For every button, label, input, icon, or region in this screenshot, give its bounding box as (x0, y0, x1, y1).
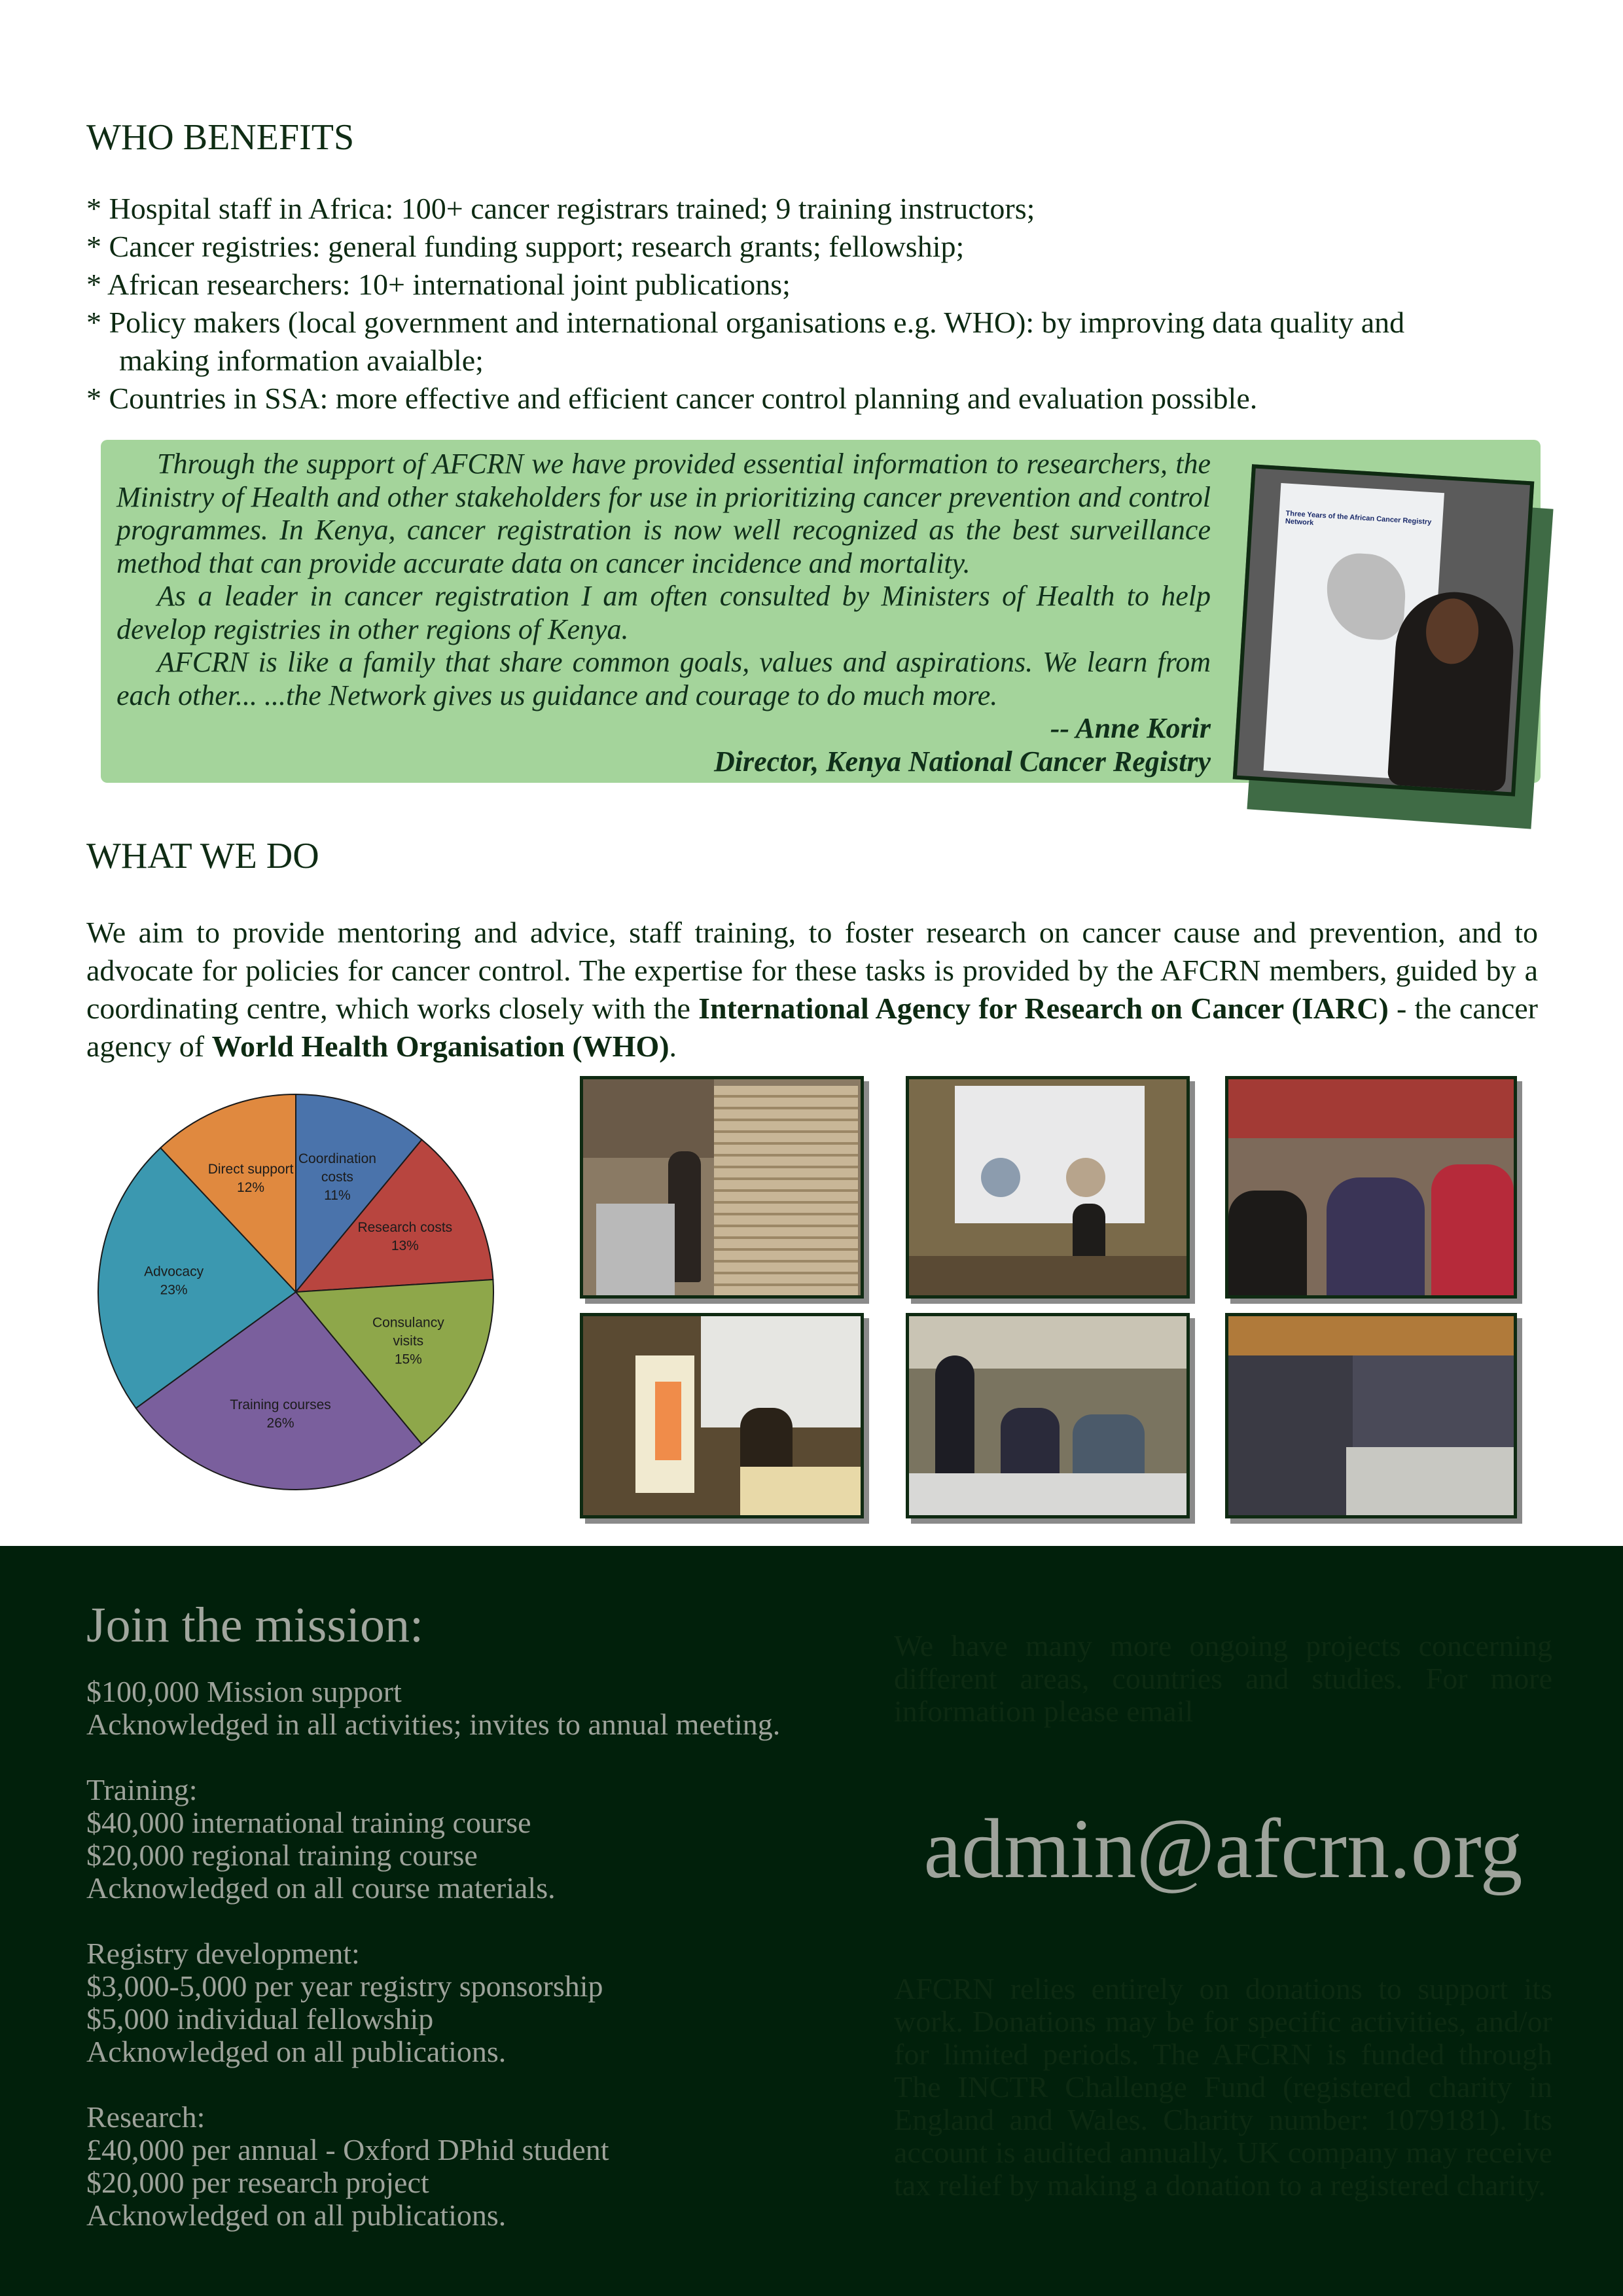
text-part: . (669, 1030, 677, 1063)
pie-label-direct-support: Direct support 12% (207, 1161, 294, 1195)
option-line: Research: (86, 2100, 205, 2134)
option-group (86, 1676, 885, 1741)
sponsorship-options (86, 1676, 885, 2265)
option-group (86, 1937, 885, 2068)
photo-conference-room (1225, 1313, 1517, 1518)
quote-author-role: Director, Kenya National Cancer Registry (714, 745, 1211, 778)
contact-email-link[interactable]: admin@afcrn.org (923, 1802, 1523, 1896)
donation-text: AFCRN relies entirely on donations to support its work. Donations may be for specific activities, and/or for limited periods. The AFCRN is funded through The INCTR Challenge Fund (registered charity in England and Wales. Charity number: 1079181). Its account is audited annually. UK company may receive tax relief by making a donation to a registered charity. (894, 1972, 1552, 2202)
option-line: $20,000 regional training course (86, 1839, 478, 1872)
benefit-item: * African researchers: 10+ international joint publications; (86, 268, 791, 301)
text-part: We aim to provide mentoring and advice, staff training, to foster research on cancer cause and prevention, and to advocate for policies for cancer control. The expertise for these tasks is provided by the AFCRN members, guided by a coordinating centre, which works closely with the (86, 916, 1538, 1025)
option-line: Acknowledged in all activities; invites to annual meeting. (86, 1708, 781, 1741)
what-we-do-heading: WHAT WE DO (86, 836, 319, 876)
option-line: $40,000 international training course (86, 1806, 531, 1839)
benefit-item: * Countries in SSA: more effective and efficient cancer control planning and evaluation possible. (86, 382, 1258, 415)
photo-presentation (906, 1076, 1190, 1299)
photo-group-training (1225, 1076, 1517, 1299)
pie-label-research-costs: Research costs 13% (357, 1219, 453, 1253)
benefit-item: * Hospital staff in Africa: 100+ cancer registrars trained; 9 training instructors; (86, 192, 1035, 225)
pie-label-coordination-costs: Coordination costs 11% (298, 1151, 376, 1203)
photo-archive-room (580, 1076, 864, 1299)
option-line: Registry development: (86, 1937, 360, 1970)
testimonial-photo (1233, 464, 1535, 796)
option-group (86, 1774, 885, 1905)
poster-title: Three Years of the African Cancer Registry Network (1285, 509, 1432, 528)
quote-paragraph: AFCRN is like a family that share common goals, values and aspirations. We learn from each other... ...the Network gives us guidance and courage to do much more. (116, 646, 1211, 711)
budget-pie-chart (93, 1089, 499, 1495)
testimonial-text (116, 448, 1211, 778)
option-line: $100,000 Mission support (86, 1675, 402, 1708)
option-line: Training: (86, 1773, 198, 1806)
pie-label-advocacy: Advocacy 23% (144, 1264, 204, 1298)
benefit-item-continuation: making information avaialble; (119, 344, 484, 377)
option-line: Acknowledged on all course materials. (86, 1871, 556, 1905)
option-line: $3,000-5,000 per year registry sponsorship (86, 1969, 603, 2003)
projects-text: We have many more ongoing projects concerning different areas, countries and studies. For more information please email (894, 1629, 1552, 1728)
benefits-list (86, 190, 1552, 418)
photo-classroom (906, 1313, 1190, 1518)
africa-map-image (1324, 552, 1408, 641)
iarc-name: International Agency for Research on Cancer (IARC) (698, 992, 1389, 1025)
quote-paragraph: Through the support of AFCRN we have provided essential information to researchers, the Ministry of Health and other stakeholders for use in prioritizing cancer prevention and control programmes. In Kenya, cancer registration is now well recognized as the best surveillance method that can provide accurate data on cancer incidence and mortality. (116, 448, 1211, 579)
photo-workshop (580, 1313, 864, 1518)
option-line: Acknowledged on all publications. (86, 2035, 507, 2068)
pie-label-consulancy-visits: Consulancy visits 15% (372, 1315, 444, 1367)
what-we-do-text (86, 914, 1538, 1066)
quote-author: -- Anne Korir (1050, 712, 1211, 744)
option-line: Acknowledged on all publications. (86, 2198, 507, 2232)
who-benefits-heading: WHO BENEFITS (86, 117, 355, 158)
option-line: $20,000 per research project (86, 2166, 429, 2199)
text-part: - the cancer agency of (86, 992, 1538, 1063)
option-line: $5,000 individual fellowship (86, 2002, 434, 2036)
quote-paragraph: As a leader in cancer registration I am often consulted by Ministers of Health to help develop registries in other regions of Kenya. (116, 580, 1211, 645)
pie-label-training-courses: Training courses 26% (230, 1397, 331, 1431)
benefit-item: * Policy makers (local government and international organisations e.g. WHO): by improving data quality and (86, 306, 1405, 339)
join-mission-title: Join the mission: (86, 1598, 424, 1653)
who-name: World Health Organisation (WHO) (211, 1030, 669, 1063)
option-group (86, 2101, 885, 2232)
benefit-item: * Cancer registries: general funding support; research grants; fellowship; (86, 230, 965, 263)
option-line: £40,000 per annual - Oxford DPhid student (86, 2133, 609, 2166)
